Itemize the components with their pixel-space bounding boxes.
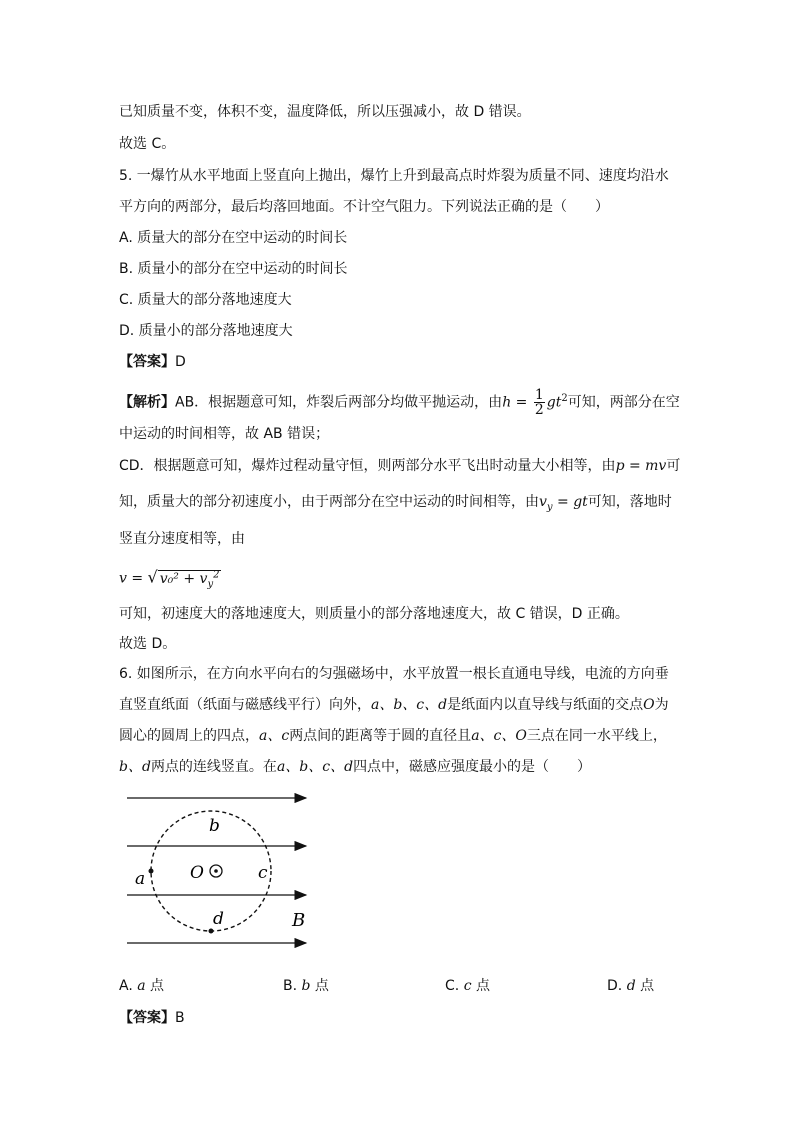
sqrt-inner: v₀² + v	[159, 570, 208, 587]
question-6-line-2	[119, 695, 669, 715]
question-5-option-b: B. 质量小的部分在空中运动的时间长	[119, 261, 348, 277]
explanation-line-3	[119, 456, 680, 476]
option-prefix: A.	[119, 978, 138, 994]
question-6-option-b	[283, 976, 329, 996]
explanation-text: 知，质量大的部分初速度小，由于两部分在空中运动的时间相等，由	[119, 494, 539, 510]
option-prefix: D.	[607, 978, 627, 994]
formula-h: h	[502, 394, 512, 411]
explanation-line-2: 中运动的时间相等，故 AB 错误；	[119, 426, 330, 442]
explanation-text: 可	[666, 458, 681, 474]
question-text: 两点间的距离等于圆的直径且	[289, 728, 472, 744]
formula-superscript: 2	[561, 393, 568, 404]
question-text: 是纸面内以直导线与纸面的交点	[447, 697, 644, 713]
formula-momentum: p = mv	[615, 458, 667, 474]
explanation-text: AB．根据题意可知，炸裂后两部分均做平抛运动，由	[175, 394, 503, 411]
formula-equals: =	[511, 394, 532, 411]
text-line-1: 已知质量不变，体积不变，温度降低，所以压强减小，故 D 错误。	[119, 104, 531, 120]
current-out-symbol	[210, 865, 222, 877]
sqrt-sign: √	[147, 567, 158, 587]
option-var: b	[301, 978, 311, 994]
question-6-option-a	[119, 976, 164, 996]
option-var: a	[137, 978, 146, 994]
question-text: 直竖直纸面（纸面与磁感线平行）向外，	[119, 697, 371, 713]
explanation-text: 可知，两部分在空	[567, 394, 680, 411]
option-suffix: 点	[145, 978, 165, 994]
answer-value: B	[175, 1010, 185, 1026]
figure-label-o: O	[190, 863, 204, 883]
question-vars: a、b、c、d	[371, 697, 448, 713]
explanation-formula-v	[119, 565, 221, 594]
answer-label: 【答案】	[119, 1010, 175, 1026]
figure-label-c: c	[258, 863, 268, 883]
answer-value: D	[175, 354, 186, 370]
answer-5	[119, 352, 186, 372]
fraction-numerator: 1	[534, 387, 544, 404]
question-5-option-c: C. 质量大的部分落地速度大	[119, 292, 292, 308]
question-6-option-c	[445, 976, 490, 996]
question-vars: a、b、c、d	[276, 759, 354, 775]
question-vars: a、c	[259, 728, 290, 744]
formula-v: v =	[119, 570, 148, 587]
sqrt-body	[158, 569, 222, 590]
answer-label: 【答案】	[119, 354, 175, 370]
formula-subscript: y	[546, 501, 553, 513]
question-6-line-1: 6. 如图所示，在方向水平向右的匀强磁场中，水平放置一根长直通电导线，电流的方向垂	[119, 666, 669, 682]
explanation-text: 可知，落地时	[587, 494, 672, 510]
explanation-line-8: 故选 D。	[119, 636, 177, 652]
question-5-option-d: D. 质量小的部分落地速度大	[119, 323, 293, 339]
question-text: 四点中，磁感应强度最小的是（ ）	[353, 759, 592, 775]
option-suffix: 点	[471, 978, 490, 994]
sqrt-subscript: y	[207, 578, 214, 590]
figure-label-a: a	[135, 869, 146, 889]
explanation-line-7: 可知，初速度大的落地速度大，则质量小的部分落地速度大，故 C 错误，D 正确。	[119, 606, 629, 622]
explanation-line-5: 竖直分速度相等，由	[119, 531, 245, 547]
explanation-line-1	[119, 386, 680, 417]
formula-gt: gt	[546, 394, 562, 411]
question-5-line-1: 5. 一爆竹从水平地面上竖直向上抛出，爆竹上升到最高点时炸裂为质量不同、速度均沿水	[119, 168, 669, 184]
figure-label-d: d	[213, 909, 224, 929]
question-5-option-a: A. 质量大的部分在空中运动的时间长	[119, 230, 348, 246]
figure-label-b-field: B	[292, 910, 306, 931]
option-suffix: 点	[310, 978, 329, 994]
question-text: 三点在同一水平线上，	[526, 728, 667, 744]
question-text: 圆心的圆周上的四点，	[119, 728, 259, 744]
question-vars: b、d	[119, 759, 151, 775]
dashed-circle	[151, 811, 271, 931]
figure-label-b: b	[209, 816, 220, 836]
question-6-line-4	[119, 757, 591, 777]
option-var: c	[463, 978, 472, 994]
explanation-line-4	[119, 492, 672, 518]
answer-6	[119, 1008, 185, 1028]
formula-fraction	[534, 388, 545, 417]
question-text: 两点的连线竖直。在	[150, 759, 277, 775]
option-var: d	[626, 978, 636, 994]
question-5-line-2: 平方向的两部分，最后均落回地面。不计空气阻力。下列说法正确的是（ ）	[119, 199, 609, 215]
question-var-o: O	[643, 697, 655, 713]
option-prefix: B.	[283, 978, 302, 994]
question-text: 为	[654, 697, 669, 713]
option-suffix: 点	[635, 978, 655, 994]
current-out-dot	[214, 869, 218, 873]
question-6-line-3	[119, 726, 667, 746]
question-6-option-d	[607, 976, 654, 996]
formula-vy: v	[539, 494, 547, 510]
sqrt-superscript: 2	[213, 569, 220, 580]
option-prefix: C.	[445, 978, 464, 994]
formula-gt: = gt	[552, 494, 588, 510]
text-line-2: 故选 C。	[119, 136, 176, 152]
point-d-marker	[209, 929, 214, 934]
point-a-marker	[149, 869, 154, 874]
explanation-label: 【解析】	[119, 394, 175, 411]
question-vars: a、c、O	[471, 728, 527, 744]
fraction-denominator: 2	[534, 402, 544, 419]
explanation-text: CD．根据题意可知，爆炸过程动量守恒，则两部分水平飞出时动量大小相等，由	[119, 458, 616, 474]
